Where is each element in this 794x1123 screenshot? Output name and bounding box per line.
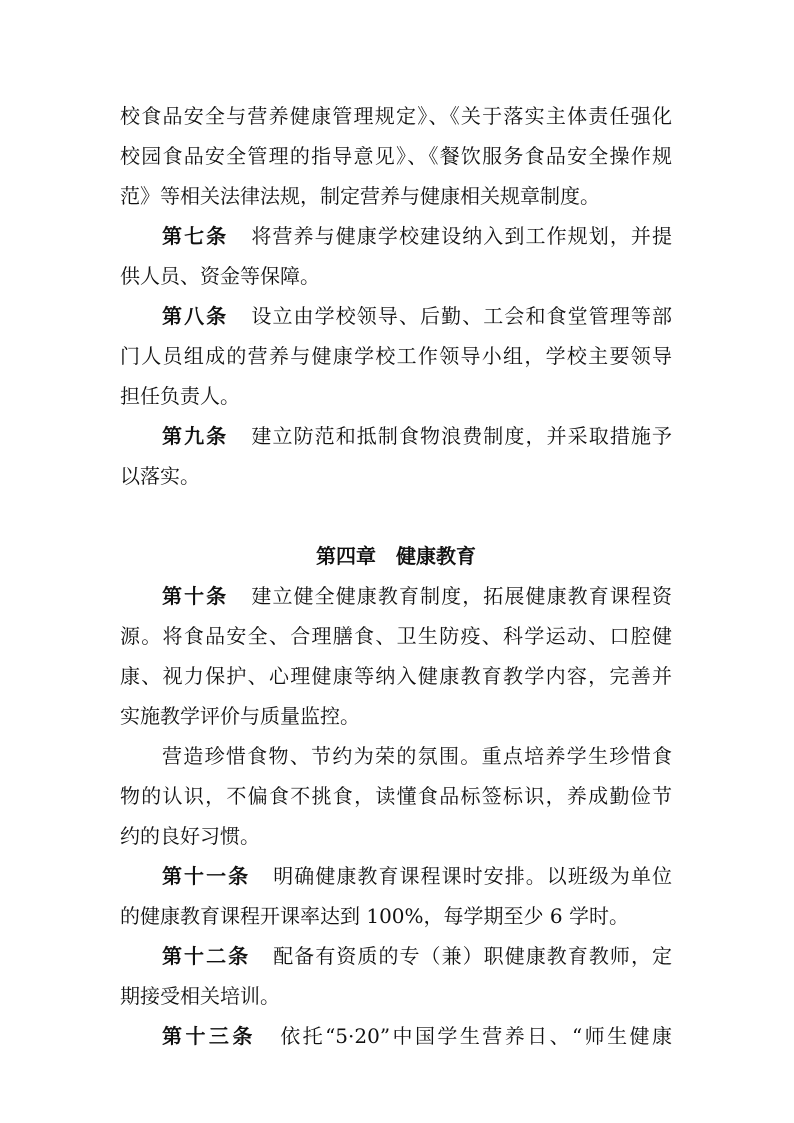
text-line: 约的良好习惯。 bbox=[120, 824, 260, 848]
text-line: 供人员、资金等保障。 bbox=[120, 264, 320, 288]
article-9 bbox=[120, 416, 672, 456]
article-label: 第七条 bbox=[162, 224, 229, 248]
article-label: 第十三条 bbox=[162, 1024, 256, 1048]
text-line: 校食品安全与营养健康管理规定》、《关于落实主体责任强化 bbox=[120, 104, 672, 128]
text-line: 康、视力保护、心理健康等纳入健康教育教学内容，完善并 bbox=[120, 664, 672, 688]
text-line: 担任负责人。 bbox=[120, 384, 240, 408]
article-text: 配备有资质的专（兼）职健康教育教师，定 bbox=[272, 944, 673, 968]
article-text: 依托“5·20”中国学生营养日、“师生健康 bbox=[277, 1024, 672, 1048]
text-line: 物的认识，不偏食不挑食，读懂食品标签标识，养成勤俭节 bbox=[120, 784, 672, 808]
text-line: 期接受相关培训。 bbox=[120, 984, 280, 1008]
article-11 bbox=[120, 856, 672, 896]
chapter-number: 第四章 bbox=[316, 544, 376, 568]
text-line: 范》等相关法律法规，制定营养与健康相关规章制度。 bbox=[120, 184, 600, 208]
paragraph: 营造珍惜食物、节约为荣的氛围。重点培养学生珍惜食 bbox=[162, 744, 672, 768]
text-line: 源。将食品安全、合理膳食、卫生防疫、科学运动、口腔健 bbox=[120, 624, 672, 648]
article-label: 第十条 bbox=[162, 584, 229, 608]
chapter-heading bbox=[120, 536, 672, 576]
article-text: 将营养与健康学校建设纳入到工作规划，并提 bbox=[250, 224, 673, 248]
article-10 bbox=[120, 576, 672, 616]
article-7 bbox=[120, 216, 672, 256]
text-line: 的健康教育课程开课率达到 100%，每学期至少 6 学时。 bbox=[120, 904, 629, 928]
text-line: 以落实。 bbox=[120, 464, 200, 488]
article-label: 第十二条 bbox=[162, 944, 251, 968]
article-text: 设立由学校领导、后勤、工会和食堂管理等部 bbox=[250, 304, 673, 328]
article-text: 明确健康教育课程课时安排。以班级为单位 bbox=[272, 864, 673, 888]
chapter-title: 健康教育 bbox=[396, 544, 476, 568]
article-8 bbox=[120, 296, 672, 336]
text-line: 校园食品安全管理的指导意见》、《餐饮服务食品安全操作规 bbox=[120, 144, 672, 168]
article-label: 第八条 bbox=[162, 304, 229, 328]
document-body bbox=[120, 96, 672, 1056]
article-text: 建立健全健康教育制度，拓展健康教育课程资 bbox=[250, 584, 673, 608]
text-line: 实施教学评价与质量监控。 bbox=[120, 704, 360, 728]
article-label: 第九条 bbox=[162, 424, 229, 448]
article-13 bbox=[120, 1016, 672, 1056]
article-label: 第十一条 bbox=[162, 864, 251, 888]
article-text: 建立防范和抵制食物浪费制度，并采取措施予 bbox=[250, 424, 673, 448]
text-line: 门人员组成的营养与健康学校工作领导小组，学校主要领导 bbox=[120, 344, 672, 368]
article-12 bbox=[120, 936, 672, 976]
